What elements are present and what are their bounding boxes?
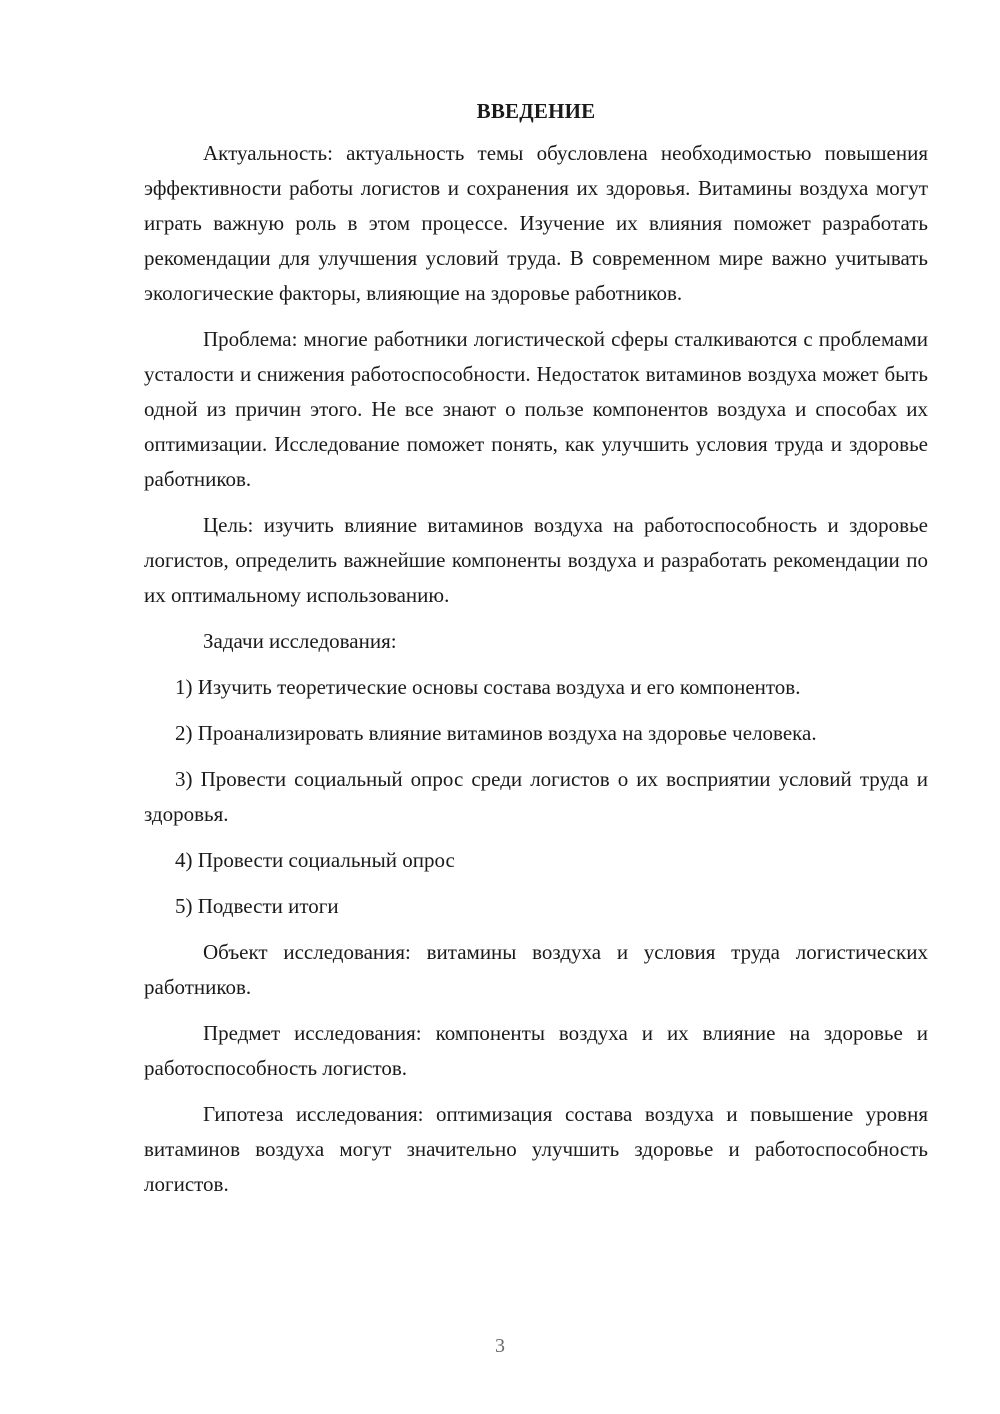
paragraph-goal: Цель: изучить влияние витаминов воздуха на работоспособность и здоровье логистов, определить важнейшие компоненты воздуха и разработать рекомендации по их оптимальному использованию. <box>144 513 928 607</box>
task-item-1: 1) Изучить теоретические основы состава воздуха и его компонентов. <box>175 675 801 699</box>
paragraph-subject: Предмет исследования: компоненты воздуха и их влияние на здоровье и работоспособность логистов. <box>144 1021 928 1080</box>
task-item-3: 3) Провести социальный опрос среди логистов о их восприятии условий труда и здоровья. <box>144 767 928 826</box>
task-item-5: 5) Подвести итоги <box>175 894 339 918</box>
section-title: ВВЕДЕНИЕ <box>476 99 596 123</box>
paragraph-object: Объект исследования: витамины воздуха и условия труда логистических работников. <box>144 940 928 999</box>
paragraph-hypothesis: Гипотеза исследования: оптимизация состава воздуха и повышение уровня витаминов воздуха могут значительно улучшить здоровье и работоспособность логистов. <box>144 1102 928 1196</box>
page-number: 3 <box>495 1335 505 1357</box>
task-item-2: 2) Проанализировать влияние витаминов воздуха на здоровье человека. <box>175 721 817 745</box>
document-page <box>144 96 928 1213</box>
tasks-heading: Задачи исследования: <box>203 629 397 653</box>
paragraph-problem: Проблема: многие работники логистической сферы сталкиваются с проблемами усталости и снижения работоспособности. Недостаток витаминов воздуха может быть одной из причин этого. Не все знают о пользе компонентов воздуха и способах их оптимизации. Исследование поможет понять, как улучшить условия труда и здоровье работников. <box>144 327 928 491</box>
paragraph-relevance: Актуальность: актуальность темы обусловлена необходимостью повышения эффективности работы логистов и сохранения их здоровья. Витамины воздуха могут играть важную роль в этом процессе. Изучение их влияния поможет разработать рекомендации для улучшения условий труда. В современном мире важно учитывать экологические факторы, влияющие на здоровье работников. <box>144 141 928 305</box>
task-item-4: 4) Провести социальный опрос <box>175 848 455 872</box>
